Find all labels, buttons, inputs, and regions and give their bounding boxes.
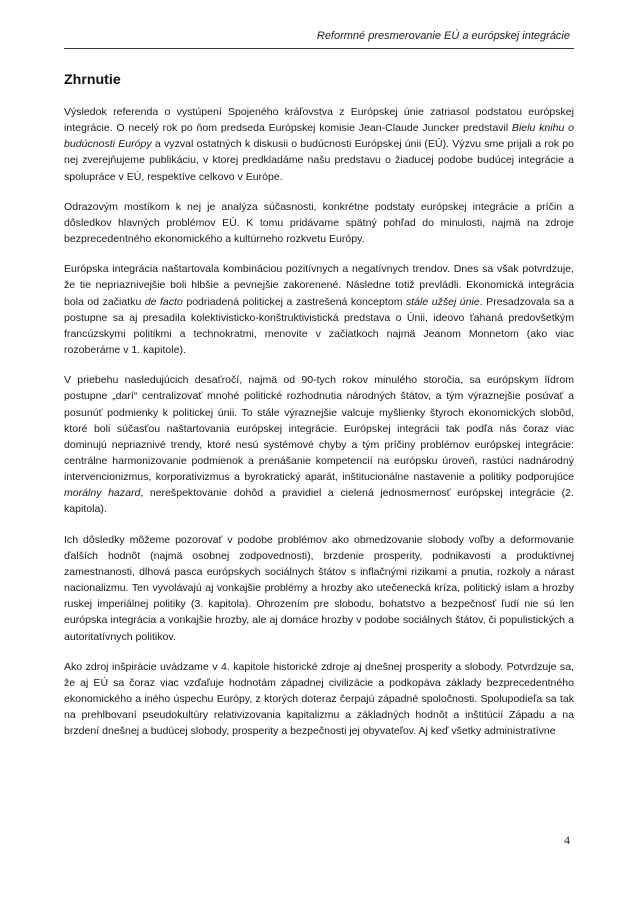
paragraph-text: . Presadzovala sa a postupne sa aj presadila kolektivisticko-konštruktivistická predstava o Únii, ideovo ťahaná predovšetkým francúzskymi politikmi a technokratmi, menovite v začiatkoch najmä Jeanom Monnetom (ako viac rozoberáme v 1. kapitole). <box>64 295 575 357</box>
body-paragraph <box>64 261 574 358</box>
body-paragraph <box>64 372 574 517</box>
running-header: Reformné presmerovanie EÚ a európskej integrácie <box>316 30 570 42</box>
italic-text: morálny hazard <box>64 487 141 500</box>
page-number: 4 <box>564 833 570 847</box>
paragraph-text: Odrazovým mostíkom k nej je analýza súčasnosti, konkrétne podstaty európskej integrácie a príčin a dôsledkov hlavných problémov EÚ. K tomu pridávame spätný pohľad do minulosti, najmä na zdroje bezprecedentného ekonomického a kultúrneho rozkvetu Európy. <box>64 200 574 246</box>
body-paragraph <box>64 659 574 740</box>
italic-text: Bielu knihu o budúcnosti Európy <box>64 122 574 151</box>
body-paragraph <box>64 104 574 185</box>
paragraph-text: , nerešpektovanie dohôd a pravidiel a cielená jednosmernosť európskej integrácie (2. kapitola). <box>64 487 574 516</box>
body-paragraph <box>64 532 574 645</box>
section-title: Zhrnutie <box>64 72 121 88</box>
paragraph-text: V priebehu nasledujúcich desaťročí, najmä od 90-tych rokov minulého storočia, sa európskym lídrom postupne „darí“ centralizovať mnohé politické rozhodnutia národných štátov, a tým výraznejšie posúvať a posunúť podmienky k politickej únii. To stále výraznejšie valcuje myšlienky štyroch ekonomických slobôd, ktoré boli súčasťou naštartovania európskej integrácie. Európskej integrácii tak podľa nás čoraz viac dominujú nepriaznivé trendy, ktoré nesú systémové chyby a tým príčiny problémov európskej integrácie: centrálne harmonizovanie podmienok a prenášanie kompetencií na európsku úroveň, rastúci nadnárodný intervencionizmus, korporativizmus a byrokratický aparát, inštitucionálne nastavenie a politiky podporujúce <box>64 374 574 484</box>
paragraph-text: Európska integrácia naštartovala kombináciou pozitívnych a negatívnych trendov. Dnes sa však potvrdzuje, že tie nepriaznivejšie boli hlbšie a pevnejšie zakorenené. Následne totiž prevládli. Ekonomická integrácia bola od začiatku <box>64 263 574 308</box>
italic-text: stále užšej únie <box>405 295 480 308</box>
paragraph-text: Ich dôsledky môžeme pozorovať v podobe problémov ako obmedzovanie slobody voľby a deformovanie ďalších hodnôt (najmä osobnej zodpovednosti), brzdenie prosperity, podnikavosti a produktívnej zamestnanosti, dlhová pasca európskych sociálnych štátov s inflačnými rizikami a pnutia, rozkoly a nárast nacionalizmu. Ten vyvolávajú aj vonkajšie problémy a hrozby ako utečenecká kríza, politický islam a hrozby ruskej imperiálnej politiky (3. kapitola). Ohrozením pre slobodu, bohatstvo a bezpečnosť ľudí nie sú len európska integrácia a vonkajšie hrozby, ale aj domáce hrozby v podobe sociálnych štátov, či populistických a autoritatívnych politikov. <box>64 533 574 643</box>
paragraph-text: podriadená politickej a zastrešená konceptom <box>182 295 406 308</box>
paragraph-text: a vyzval ostatných k diskusii o budúcnosti Európskej únii (EÚ). Výzvu sme prijali a rok po nej zverejňujeme publikáciu, v ktorej predkladáme našu predstavu o žiaducej podobe budúcej integrácie a spolupráce v EÚ, respektíve celkovo v Európe. <box>64 138 574 183</box>
paragraph-text: Ako zdroj inšpirácie uvádzame v 4. kapitole historické zdroje aj dnešnej prosperity a slobody. Potvrdzuje sa, že aj EÚ sa čoraz viac vzďaľuje hodnotám západnej civilizácie a podkopáva základy bezprecedentného ekonomického a iného úspechu Európy, z ktorých doteraz čerpajú západné spoločnosti. Spolupodieľa sa tak na prehlbovaní pseudokultúry relativizovania kapitalizmu a základných hodnôt a inštitúcií Západu a na brzdení dnešnej a budúcej slobody, prosperity a bezpečnosti jej obyvateľov. Aj keď všetky administratívne <box>64 660 574 738</box>
page-content <box>64 72 574 753</box>
header-rule <box>64 48 574 49</box>
paragraph-text: Výsledok referenda o vystúpení Spojeného kráľovstva z Európskej únie zatriasol podstatou európskej integrácie. O necelý rok po ňom predseda Európskej komisie Jean-Claude Juncker predstavil <box>64 106 574 135</box>
body-paragraph <box>64 199 574 247</box>
italic-text: de facto <box>144 295 183 308</box>
paragraph-list <box>64 104 574 739</box>
